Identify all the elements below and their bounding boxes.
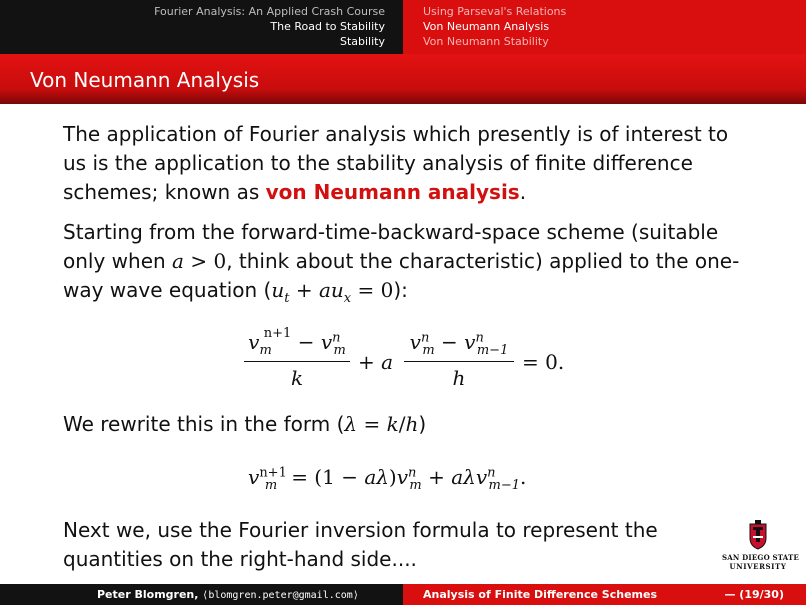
math-wave-equation: $u_t + au_x = 0$ (271, 278, 394, 306)
footer-presentation-title[interactable]: Analysis of Finite Difference Schemes (423, 588, 658, 601)
math-lambda-def: λ = k/h (344, 412, 419, 436)
nav-frame-von-neumann-analysis[interactable]: Von Neumann Analysis (423, 20, 550, 33)
footer-page-number: — (19/30) (724, 588, 784, 601)
paragraph-rewrite-text: We rewrite this in the form ( (63, 412, 345, 436)
nav-frame-parseval[interactable]: Using Parseval's Relations (423, 5, 567, 18)
equation-update-form: $v^{n+1}_m = (1 - a\lambda)v^n_m + a\lambda v^n_{m-1}$. (248, 465, 527, 493)
frame-title-band (0, 54, 806, 104)
paragraph-intro (63, 120, 753, 207)
header-left-panel (0, 0, 403, 54)
footer (0, 584, 806, 605)
sdsu-shield-icon (748, 520, 768, 550)
paragraph-next: Next we, use the Fourier inversion formula to represent the quantities on the right-hand side.... (63, 518, 658, 571)
fraction-space-difference: $v^n_m - v^n_{m-1}$ h (404, 330, 514, 390)
paragraph-rewrite-end: ) (418, 412, 427, 436)
slide-body (63, 120, 753, 324)
footer-author-name: Peter Blomgren, (97, 588, 199, 601)
logo-text-line1: SAN DIEGO STATE (722, 553, 799, 562)
nav-subsection-current[interactable]: Stability (339, 35, 385, 48)
footer-right-panel (403, 584, 806, 605)
paragraph-scheme (63, 218, 753, 313)
footer-left-panel (0, 584, 403, 605)
paragraph-scheme-mid: , think about the characteristic) applied to the one-way wave equation ( (63, 249, 740, 302)
math-condition: a > 0 (172, 249, 227, 273)
university-logo (722, 520, 799, 580)
header-right-panel (403, 0, 806, 54)
logo-text-line2: UNIVERSITY (729, 562, 787, 571)
paragraph-intro-text: The application of Fourier analysis which presently is of interest to us is the application to the stability analysis of finite difference schemes; known as (63, 122, 729, 204)
paragraph-scheme-end: ): (393, 278, 408, 302)
paragraph-rewrite (63, 410, 426, 439)
paragraph-intro-end: . (519, 180, 527, 204)
equation-ftbs-scheme: $v_m^{n+1} - v^n_m$ k + a $v^n_m - v^n_{m-1}$ h = 0. (244, 330, 664, 396)
footer-email: ⟨blomgren.peter@gmail.com⟩ (202, 590, 359, 601)
alert-von-neumann-analysis: von Neumann analysis (265, 180, 520, 204)
nav-section-current[interactable]: The Road to Stability (270, 20, 385, 33)
paragraph-scheme-text: Starting from the forward-time-backward-space scheme (suitable only when (63, 220, 719, 273)
frame-title: Von Neumann Analysis (30, 68, 260, 92)
nav-frame-von-neumann-stability[interactable]: Von Neumann Stability (423, 35, 549, 48)
fraction-time-difference: $v_m^{n+1} - v^n_m$ k (244, 330, 350, 390)
footer-author (97, 584, 359, 606)
nav-section-title[interactable]: Fourier Analysis: An Applied Crash Course (154, 5, 385, 18)
header-nav (0, 0, 806, 54)
